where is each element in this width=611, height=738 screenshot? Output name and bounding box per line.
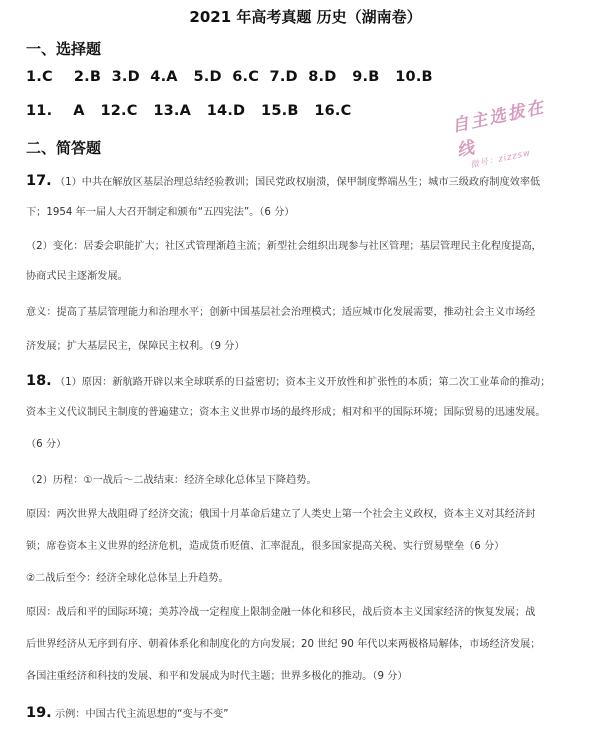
section-heading-short-answer: 二、简答题 — [26, 139, 102, 157]
q18-line-3: （6 分） — [26, 439, 67, 450]
q18-line-6: 锁；席卷资本主义世界的经济危机，造成货币贬值、汇率混乱，很多国家提高关税、实行贸易壁垒（6 分） — [26, 541, 505, 552]
q18-line-4: （2）历程：①一战后～二战结束：经济全球化总体呈下降趋势。 — [26, 475, 317, 486]
section-heading-choice: 一、选择题 — [26, 40, 102, 58]
q17-line-1: 17. （1）中共在解放区基层治理总结经验教训；国民党政权崩溃，保甲制度弊端丛生；城市三级政府制度效率低 — [26, 173, 541, 189]
watermark-main: 自主选拔在线 — [449, 97, 548, 162]
q18-number: 18. — [26, 373, 52, 389]
q18-line-1: 18. （1）原因：新航路开辟以来全球联系的日益密切；资本主义开放性和扩张性的本质；第二次工业革命的推动； — [26, 373, 551, 389]
q17-number: 17. — [26, 173, 52, 189]
q18-line-8: 原因：战后和平的国际环境；美苏冷战一定程度上限制金融一体化和移民，战后资本主义国家经济的恢复发展；战 — [26, 607, 536, 618]
q17-line-4: 协商式民主逐渐发展。 — [26, 271, 128, 282]
q17-line-6: 济发展；扩大基层民主，保障民主权利。（9 分） — [26, 341, 245, 352]
q17-line-5: 意义：提高了基层管理能力和治理水平；创新中国基层社会治理模式；适应城市化发展需要，推动社会主义市场经 — [26, 307, 536, 318]
q18-line-5: 原因：两次世界大战阻碍了经济交流；俄国十月革命后建立了人类史上第一个社会主义政权，资本主义对其经济封 — [26, 509, 536, 520]
answers-row-2: 11. A 12.C 13.A 14.D 15.B 16.C — [26, 103, 352, 119]
q18-line-10: 各国注重经济和科技的发展、和平和发展成为时代主题；世界多极化的推动。（9 分） — [26, 671, 408, 682]
q19-number: 19. — [26, 705, 52, 721]
q17-line-3: （2）变化：居委会职能扩大；社区式管理渐趋主流；新型社会组织出现参与社区管理；基层管理民主化程度提高， — [26, 241, 542, 252]
watermark-sub: 微号：zizzsw — [469, 148, 532, 171]
answers-row-1: 1.C 2.B 3.D 4.A 5.D 6.C 7.D 8.D 9.B 10.B — [26, 69, 433, 85]
page-title: 2021 年高考真题 历史（湖南卷） — [189, 8, 422, 26]
q19-line-1: 19. 示例：中国古代主流思想的“变与不变” — [26, 705, 229, 721]
watermark — [449, 89, 571, 180]
q18-line-2: 资本主义代议制民主制度的普遍建立；资本主义世界市场的最终形成；相对和平的国际环境；国际贸易的迅速发展。 — [26, 407, 546, 418]
q18-line-7: ②二战后至今：经济全球化总体呈上升趋势。 — [26, 573, 229, 584]
q17-line-2: 下；1954 年一届人大召开制定和颁布“五四宪法”。（6 分） — [26, 207, 295, 218]
q18-line-9: 后世界经济从无序到有序、朝着体系化和制度化的方向发展；20 世纪 90 年代以来两极格局解体，市场经济发展； — [26, 639, 541, 650]
